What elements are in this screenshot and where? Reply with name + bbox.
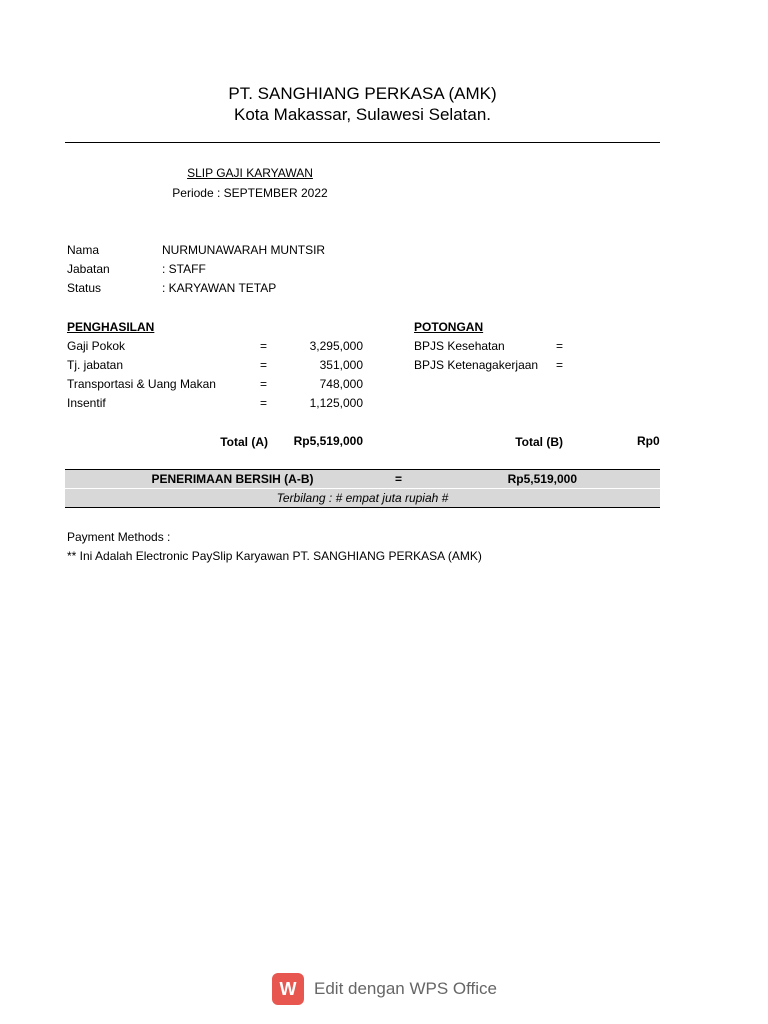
earning-amount: 351,000 — [319, 358, 363, 372]
status-label: Status — [67, 281, 102, 295]
wps-office-icon: W — [272, 973, 304, 1005]
total-b-value: Rp0 — [637, 434, 660, 448]
status-value: : KARYAWAN TETAP — [162, 281, 277, 295]
payslip-note: ** Ini Adalah Electronic PaySlip Karyawan PT. SANGHIANG PERKASA (AMK) — [67, 549, 482, 563]
earning-eq: = — [260, 396, 268, 410]
deduction-eq: = — [556, 358, 564, 372]
earning-label: Gaji Pokok — [67, 339, 126, 353]
header-divider — [65, 142, 660, 143]
earning-amount: 748,000 — [319, 377, 363, 391]
slip-title: SLIP GAJI KARYAWAN — [187, 166, 313, 180]
earning-amount: 1,125,000 — [309, 396, 363, 410]
company-address: Kota Makassar, Sulawesi Selatan. — [233, 105, 492, 124]
name-value: NURMUNAWARAH MUNTSIR — [162, 243, 326, 257]
total-a-label: Total (A) — [220, 435, 268, 449]
deduction-label: BPJS Ketenagakerjaan — [414, 358, 539, 372]
deduction-eq: = — [556, 339, 564, 353]
payment-methods: Payment Methods : — [67, 530, 171, 544]
earning-label: Transportasi & Uang Makan — [67, 377, 216, 391]
total-a-value: Rp5,519,000 — [293, 434, 363, 448]
earning-eq: = — [260, 377, 268, 391]
position-label: Jabatan — [67, 262, 110, 276]
deduction-label: BPJS Kesehatan — [414, 339, 505, 353]
position-value: : STAFF — [162, 262, 206, 276]
earning-label: Insentif — [67, 396, 106, 410]
earning-amount: 3,295,000 — [309, 339, 363, 353]
deductions-heading: POTONGAN — [414, 320, 484, 334]
net-pay-spelled: Terbilang : # empat juta rupiah # — [276, 491, 449, 505]
wps-edit-link[interactable] — [272, 973, 497, 1005]
wps-edit-text: Edit dengan WPS Office — [314, 979, 498, 998]
earnings-heading: PENGHASILAN — [67, 320, 155, 334]
net-pay-row-divider — [65, 488, 660, 489]
total-b-label: Total (B) — [515, 435, 563, 449]
net-pay-label: PENERIMAAN BERSIH (A-B) — [151, 472, 314, 486]
company-name: PT. SANGHIANG PERKASA (AMK) — [228, 84, 497, 103]
earning-eq: = — [260, 339, 268, 353]
name-label: Nama — [67, 243, 100, 257]
net-pay-eq: = — [395, 472, 403, 486]
earning-label: Tj. jabatan — [67, 358, 124, 372]
net-pay-value: Rp5,519,000 — [507, 472, 577, 486]
slip-period: Periode : SEPTEMBER 2022 — [172, 186, 328, 200]
earning-eq: = — [260, 358, 268, 372]
